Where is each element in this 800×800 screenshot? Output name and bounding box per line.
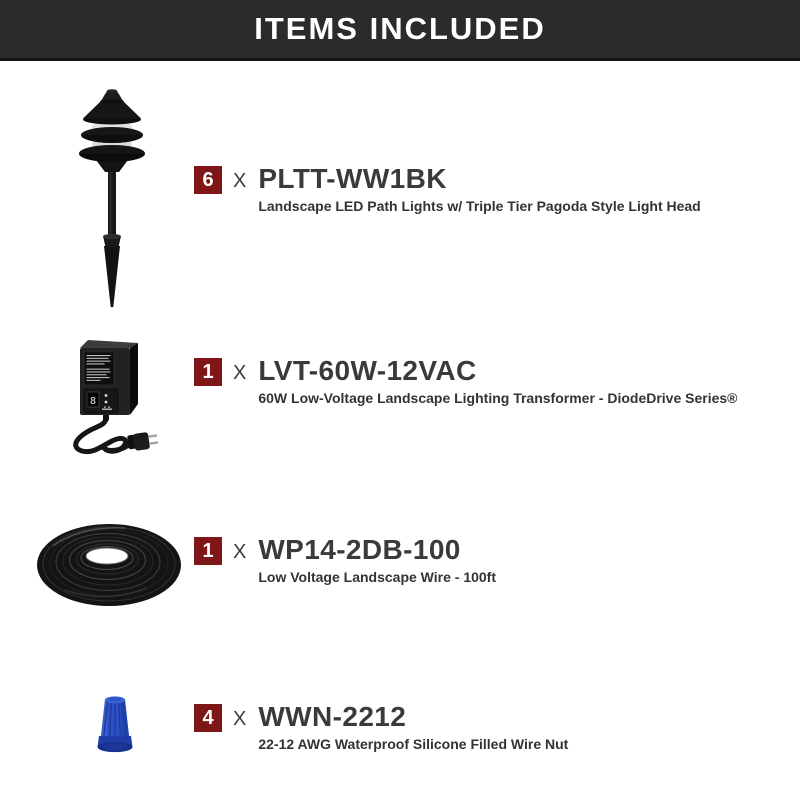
- item-text: [258, 164, 700, 214]
- page-title: ITEMS INCLUDED: [254, 11, 546, 46]
- header-bar: [0, 0, 800, 61]
- quantity-badge: 1: [194, 358, 222, 386]
- item-sku: LVT-60W-12VAC: [258, 355, 477, 386]
- wire-coil-image: [35, 520, 183, 608]
- multiply-symbol: X: [233, 541, 247, 563]
- item-text: [258, 702, 568, 752]
- item-description: Low Voltage Landscape Wire - 100ft: [258, 569, 497, 585]
- item-row-transformer: [194, 356, 738, 406]
- transformer-illustration: [60, 336, 172, 462]
- quantity-badge: 6: [194, 166, 222, 194]
- item-description: 60W Low-Voltage Landscape Lighting Transformer - DiodeDrive Series®: [258, 390, 738, 406]
- pagoda-path-light-illustration: [55, 88, 175, 312]
- wire-nut-illustration: [94, 694, 136, 756]
- multiply-symbol: X: [233, 708, 247, 730]
- item-sku: PLTT-WW1BK: [258, 163, 447, 194]
- item-row-wire: [194, 535, 496, 585]
- multiply-symbol: X: [233, 362, 247, 384]
- item-row-wire-nut: [194, 702, 568, 752]
- item-row-path-lights: [194, 164, 701, 214]
- item-text: [258, 535, 496, 585]
- transformer-image: [60, 336, 172, 462]
- item-sku: WWN-2212: [258, 701, 407, 732]
- item-description: 22-12 AWG Waterproof Silicone Filled Wire Nut: [258, 736, 569, 752]
- item-sku: WP14-2DB-100: [258, 534, 461, 565]
- quantity-badge: 4: [194, 704, 222, 732]
- multiply-symbol: X: [233, 170, 247, 192]
- svg-text:8: 8: [89, 396, 97, 407]
- item-text: [258, 356, 737, 406]
- wire-coil-illustration: [35, 520, 183, 608]
- item-description: Landscape LED Path Lights w/ Triple Tier Pagoda Style Light Head: [258, 198, 701, 214]
- pagoda-path-light-image: [55, 88, 175, 312]
- quantity-badge: 1: [194, 537, 222, 565]
- wire-nut-image: [94, 694, 136, 756]
